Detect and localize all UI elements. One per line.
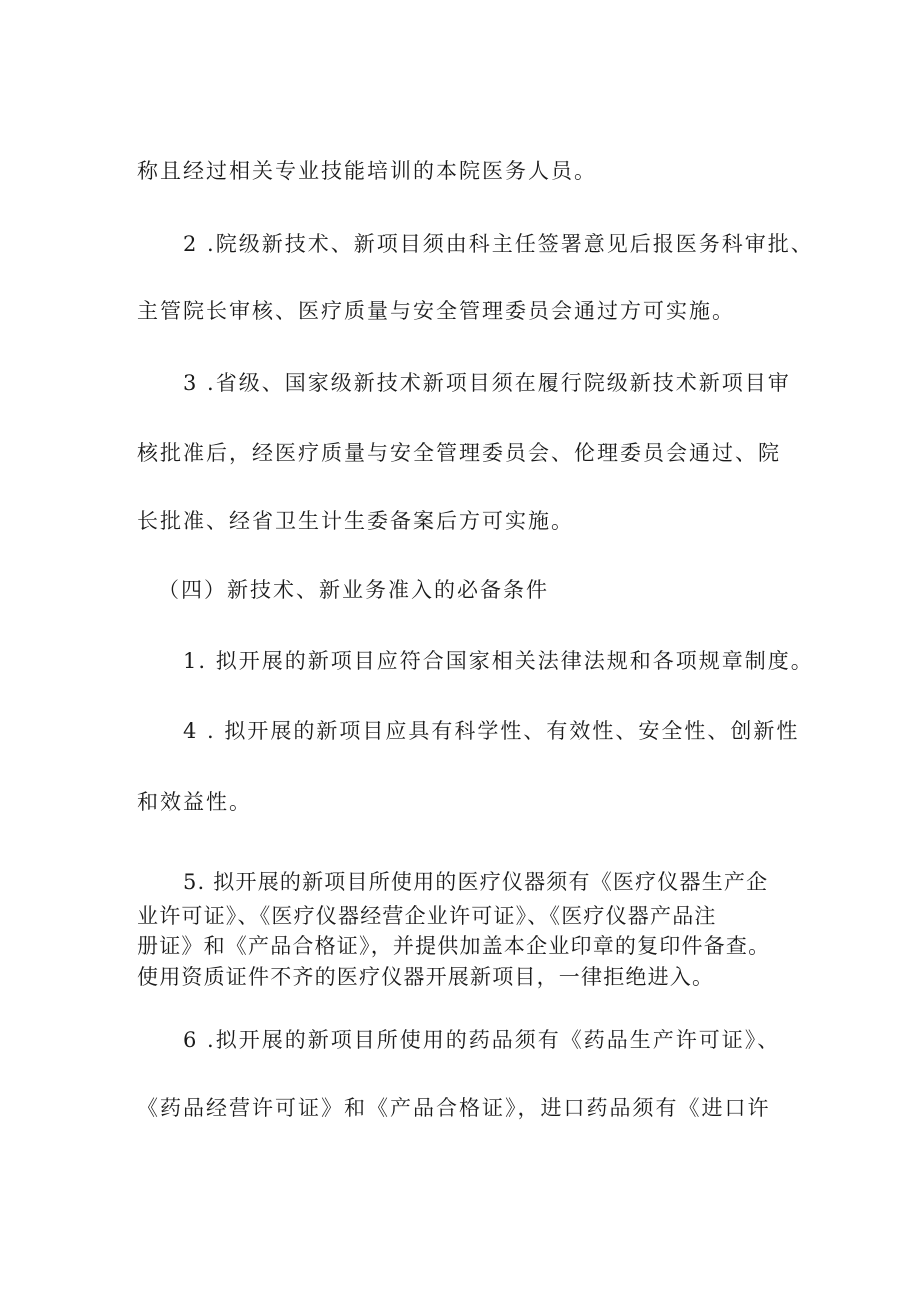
text-line: 和效益性。 (137, 790, 252, 814)
text-line: 《药品经营许可证》和《产品合格证》，进口药品须有《进口许 (137, 1096, 771, 1120)
text-line: 4 . 拟开展的新项目应具有科学性、有效性、安全性、创新性 (183, 719, 800, 743)
text-line: 称且经过相关专业技能培训的本院医务人员。 (137, 159, 597, 183)
text-line: 3 .省级、国家级新技术新项目须在履行院级新技术新项目审 (183, 371, 791, 395)
text-line: 2 .院级新技术、新项目须由科主任签署意见后报医务科审批、 (183, 232, 814, 256)
text-line: 册证》和《产品合格证》，并提供加盖本企业印章的复印件备查。 (137, 934, 771, 958)
text-line: 6 .拟开展的新项目所使用的药品须有《药品生产许可证》、 (183, 1028, 781, 1052)
text-line: 长批准、经省卫生计生委备案后方可实施。 (137, 509, 574, 533)
text-line: 核批准后，经医疗质量与安全管理委员会、伦理委员会通过、院 (137, 441, 781, 465)
text-line: 主管院长审核、医疗质量与安全管理委员会通过方可实施。 (137, 299, 735, 323)
text-line: 业许可证》、《医疗仪器经营企业许可证》、《医疗仪器产品注 (137, 904, 717, 928)
text-line: 1. 拟开展的新项目应符合国家相关法律法规和各项规章制度。 (183, 649, 814, 673)
text-line: 5. 拟开展的新项目所使用的医疗仪器须有《医疗仪器生产企 (183, 870, 769, 894)
section-heading: （四）新技术、新业务准入的必备条件 (158, 578, 549, 602)
text-line: 使用资质证件不齐的医疗仪器开展新项目，一律拒绝进入。 (137, 965, 715, 989)
